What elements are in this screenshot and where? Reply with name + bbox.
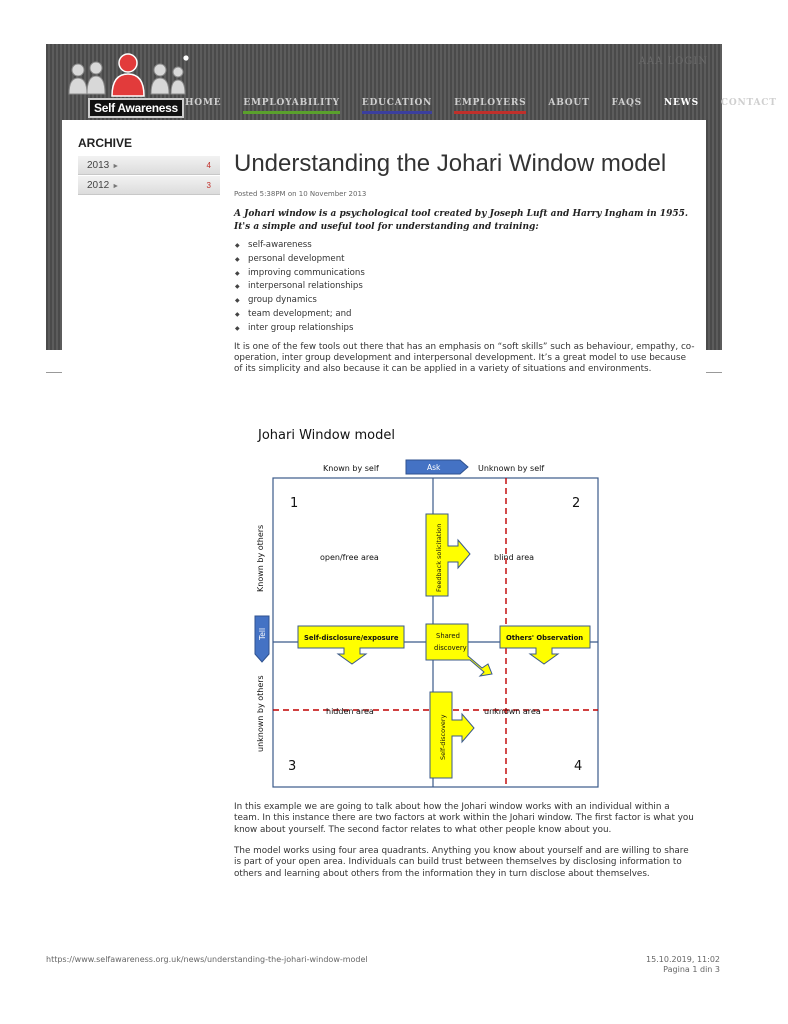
main-nav (174, 95, 788, 117)
nav-item-label: EMPLOYERS (454, 98, 527, 108)
nav-item-label: NEWS (663, 98, 699, 108)
list-item: ◆ self-awareness (234, 239, 696, 253)
known-by-others-label: Known by others (256, 524, 265, 592)
open-area-label: open/free area (320, 553, 379, 562)
site-header (46, 44, 777, 120)
login-link[interactable]: AAA LOGIN (638, 56, 708, 67)
article-title: Understanding the Johari Window model (234, 150, 667, 177)
nav-item-home[interactable] (174, 95, 232, 115)
list-item: ◆ interpersonal relationships (234, 280, 696, 294)
quadrant-number: 3 (288, 759, 297, 774)
archive-item-2012[interactable] (78, 176, 220, 195)
archive-item-2013[interactable] (78, 156, 220, 175)
paragraph: It is one of the few tools out there that has an emphasis on “soft skills” such as behaviour, empathy, co-operation, inter group development and interpersonal development. It’s a great model to use because of its simplicity and also because it can be applied in a variety of situations and environments. (234, 341, 695, 375)
quadrant-number: 2 (572, 496, 581, 511)
self-discovery-label: Self-discovery (439, 714, 447, 760)
arrow-right-icon: ► (112, 163, 120, 170)
johari-window-diagram (236, 420, 622, 790)
self-disclosure-label: Self-disclosure/exposure (304, 634, 399, 642)
archive-item-label: 2013 (87, 160, 110, 171)
logo-people-icon (66, 50, 192, 100)
footer-url[interactable]: https://www.selfawareness.org.uk/news/understanding-the-johari-window-model (46, 955, 368, 964)
nav-item-education[interactable] (351, 95, 443, 115)
divider (46, 372, 62, 373)
bullet-list (234, 239, 696, 336)
nav-item-label: ABOUT (548, 98, 590, 108)
archive-sidebar (78, 136, 220, 196)
unknown-by-self-label: Unknown by self (478, 464, 545, 473)
list-item: ◆ personal development (234, 253, 696, 267)
list-item: ◆ improving communications (234, 267, 696, 281)
tell-label: Tell (258, 627, 267, 640)
list-item: ◆ group dynamics (234, 294, 696, 308)
shared-label: Shared (436, 632, 460, 640)
quadrant-number: 4 (574, 759, 583, 774)
archive-item-count: 4 (206, 161, 211, 170)
list-item: ◆ inter group relationships (234, 322, 696, 336)
nav-item-label: EMPLOYABILITY (243, 98, 340, 108)
nav-underline (454, 111, 526, 114)
nav-underline (362, 111, 432, 114)
quadrant-number: 1 (290, 496, 299, 511)
feedback-label: Feedback solicitation (435, 523, 443, 592)
unknown-by-others-label: unknown by others (256, 675, 265, 752)
arrow-right-icon: ► (112, 183, 120, 190)
others-observation-label: Others' Observation (506, 634, 584, 642)
archive-item-count: 3 (206, 181, 211, 190)
archive-item-label: 2012 (87, 180, 110, 191)
nav-item-faqs[interactable] (601, 95, 653, 115)
nav-item-employers[interactable] (443, 95, 537, 115)
discovery-label: discovery (434, 644, 467, 652)
article-intro: A Johari window is a psychological tool created by Joseph Luft and Harry Ingham in 1955. It's a simple and useful tool for understanding and training: (234, 209, 688, 232)
ask-label: Ask (427, 463, 441, 472)
print-date: 15.10.2019, 11:02 (646, 955, 720, 964)
diagram-title: Johari Window model (258, 428, 395, 443)
page-number: Pagina 1 din 3 (663, 965, 720, 974)
nav-item-label: FAQS (611, 98, 642, 108)
known-by-self-label: Known by self (323, 464, 379, 473)
nav-item-about[interactable] (537, 95, 600, 115)
archive-title: ARCHIVE (78, 136, 133, 150)
paragraph: The model works using four area quadrants. Anything you know about yourself and are willing to share is part of your open area. Individuals can build trust between themselves by disclosing information to others and learning about others from the information they in turn disclose about themselves. (234, 846, 689, 879)
posted-date: Posted 5:38PM on 10 November 2013 (234, 190, 367, 198)
article (234, 150, 696, 375)
hidden-area-label: hidden area (326, 707, 374, 716)
list-item: ◆ team development; and (234, 308, 696, 322)
nav-underline (243, 111, 339, 114)
paragraph: In this example we are going to talk about how the Johari window works with an individual within a team. In this instance there are two factors at work within the Johari window. The first factor is what you know about yourself. The second factor relates to what other people know about you. (234, 802, 694, 835)
logo-text: Self Awareness (88, 98, 184, 118)
nav-item-contact[interactable] (710, 95, 788, 115)
nav-item-label: EDUCATION (361, 98, 433, 108)
nav-item-label: HOME (185, 98, 222, 108)
nav-item-employability[interactable] (232, 95, 350, 115)
footer-meta (646, 955, 720, 975)
blind-area-label: blind area (494, 553, 535, 562)
divider (706, 372, 722, 373)
nav-item-news[interactable] (653, 95, 710, 115)
nav-item-label: CONTACT (720, 98, 777, 108)
unknown-area-label: unknown area (484, 707, 541, 716)
